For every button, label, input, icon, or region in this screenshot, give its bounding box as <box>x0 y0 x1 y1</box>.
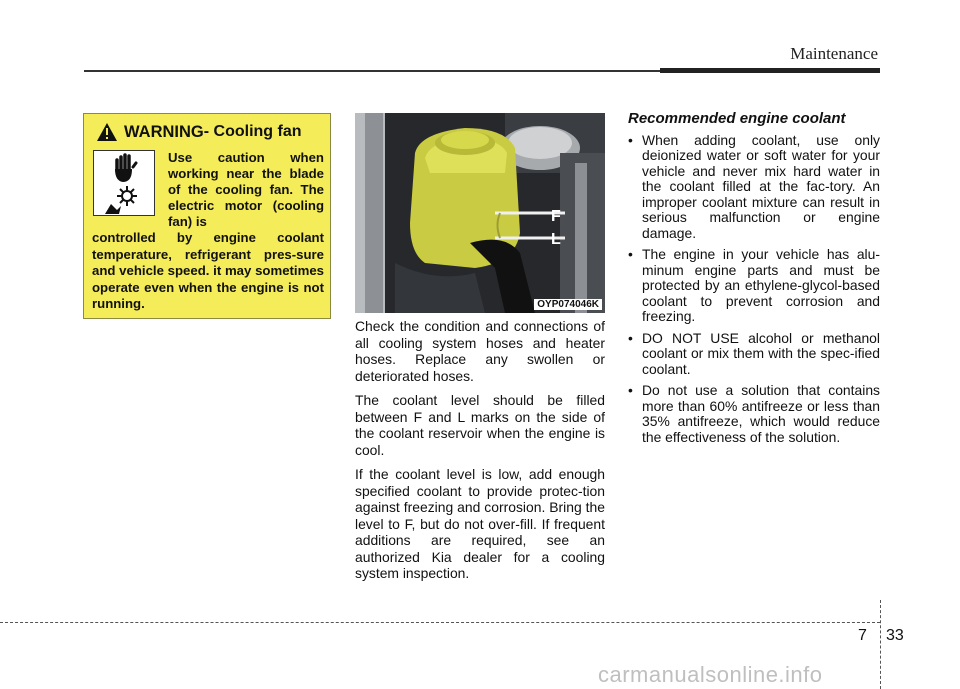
bullet-item: • Do not use a solution that contains more than 60% antifreeze or less than 35% antifreeze, which would reduce the effectiveness of the solution. <box>628 383 880 445</box>
paragraph: The coolant level should be filled between F and L marks on the side of the coolant reservoir when the engine is cool. <box>355 392 605 458</box>
header-rule-accent <box>660 68 880 73</box>
photo-code: OYP074046K <box>534 299 602 310</box>
engine-bay-illustration <box>355 113 605 313</box>
section-heading: Recommended engine coolant <box>628 110 846 127</box>
warning-title: WARNING <box>124 122 204 141</box>
paragraph: If the coolant level is low, add enough specified coolant to provide protec-tion against freezing and corrosion. Bring the level to F, but do not over-fill. If frequent additions are required, see an authorized Kia dealer for a cooling system inspection. <box>355 466 605 581</box>
middle-column <box>355 318 605 590</box>
footer-divider <box>880 600 881 689</box>
coolant-mark-f: F <box>551 208 561 225</box>
section-title: Maintenance <box>790 44 878 63</box>
warning-heading <box>96 122 302 142</box>
bullet-list <box>628 133 880 446</box>
paragraph: Check the condition and connections of all cooling system hoses and heater hoses. Replace any swollen or deteriorated hoses. <box>355 318 605 384</box>
warning-triangle-icon <box>96 122 118 142</box>
coolant-reservoir-photo <box>355 113 605 313</box>
footer-rule <box>0 622 880 623</box>
bullet-item: • DO NOT USE alcohol or methanol coolant or mix them with the spec-ified coolant. <box>628 331 880 378</box>
fan-hand-hazard-icon <box>101 184 149 216</box>
page-number: 33 <box>886 627 904 644</box>
warning-text-side: Use caution when working near the blade of the cooling fan. The electric motor (cooling fan) is <box>168 150 324 229</box>
warning-box <box>83 113 331 319</box>
watermark: carmanualsonline.info <box>598 662 823 687</box>
bullet-item: • The engine in your vehicle has alu-minum engine parts and must be protected by an ethylene-glycol-based coolant to prevent corrosion and freezing. <box>628 247 880 325</box>
bullet-item: • When adding coolant, use only deionized water or soft water for your vehicle and never mix hard water in the coolant filled at the fac-tory. An improper coolant mixture can result in serious malfunction or engine damage. <box>628 133 880 242</box>
warning-text-bottom: controlled by engine coolant temperature, refrigerant pres-sure and vehicle speed. it may sometimes operate even when the engine is not running. <box>92 230 324 311</box>
right-column <box>628 111 880 451</box>
warning-subtitle: - Cooling fan <box>203 123 302 140</box>
chapter-number: 7 <box>858 627 867 644</box>
coolant-mark-l: L <box>551 231 561 248</box>
